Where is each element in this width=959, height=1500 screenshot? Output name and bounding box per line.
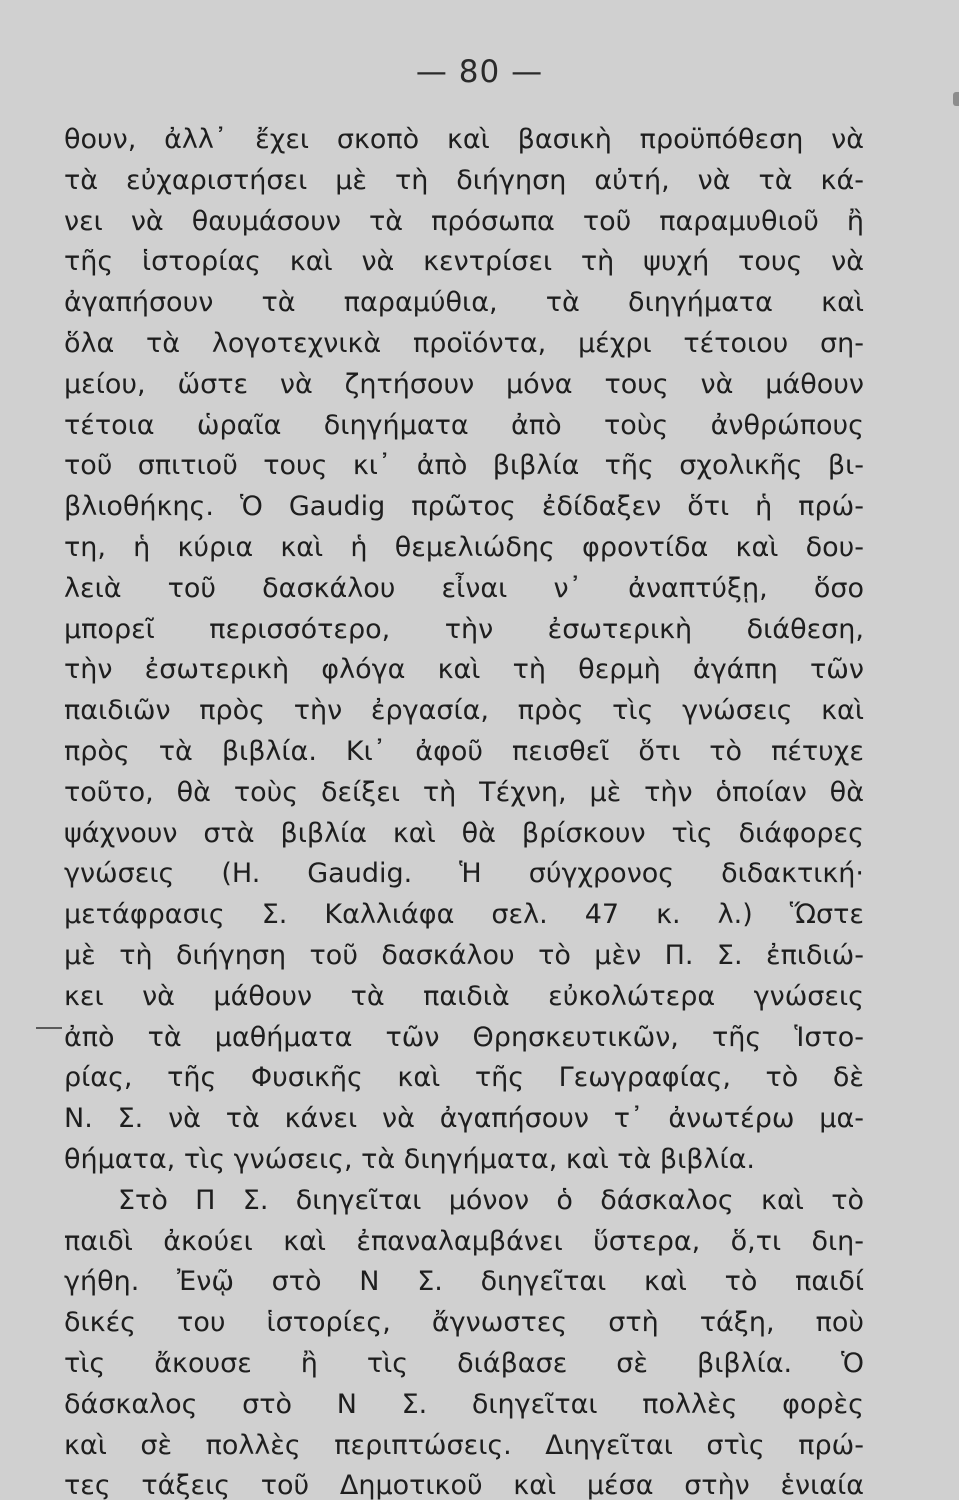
text-line: τὰ εὐχαριστήσει μὲ τὴ διήγηση αὐτή, νὰ τὰ κά- xyxy=(64,164,864,196)
text-line: ρίας, τῆς Φυσικῆς καὶ τῆς Γεωγραφίας, τὸ δὲ xyxy=(64,1062,864,1094)
text-line: βλιοθήκης. Ὁ Gaudig πρῶτος ἐδίδαξεν ὅτι ἡ πρώ- xyxy=(64,491,864,523)
text-line: Στὸ Π Σ. διηγεῖται μόνον ὁ δάσκαλος καὶ τὸ xyxy=(118,1184,864,1216)
text-line: τέτοια ὡραῖα διηγήματα ἀπὸ τοὺς ἀνθρώπους xyxy=(64,409,864,441)
text-line: ἀγαπήσουν τὰ παραμύθια, τὰ διηγήματα καὶ xyxy=(64,287,864,319)
text-line: παιδὶ ἀκούει καὶ ἐπαναλαμβάνει ὕστερα, ὅ,τι διη- xyxy=(64,1225,864,1257)
text-line: μὲ τὴ διήγηση τοῦ δασκάλου τὸ μὲν Π. Σ. ἐπιδιώ- xyxy=(64,939,864,971)
text-line: γήθη. Ἐνῷ στὸ Ν Σ. διηγεῖται καὶ τὸ παιδί xyxy=(64,1266,864,1298)
body-text xyxy=(64,120,864,1500)
text-line: παιδιῶν πρὸς τὴν ἐργασία, πρὸς τὶς γνώσεις καὶ xyxy=(64,695,864,727)
text-line: τῆς ἱστορίας καὶ νὰ κεντρίσει τὴ ψυχή τους νὰ xyxy=(64,246,864,278)
page-edge-mark xyxy=(953,92,959,106)
paragraph-1 xyxy=(64,120,864,1181)
text-line: τὴν ἐσωτερικὴ φλόγα καὶ τὴ θερμὴ ἀγάπη τῶν xyxy=(64,654,864,686)
text-line: τοῦ σπιτιοῦ τους κι᾽ ἀπὸ βιβλία τῆς σχολικῆς βι- xyxy=(64,450,864,482)
text-line: ψάχνουν στὰ βιβλία καὶ θὰ βρίσκουν τὶς διάφορες xyxy=(64,817,864,849)
margin-dash-mark xyxy=(36,1027,62,1029)
text-line: τες τάξεις τοῦ Δημοτικοῦ καὶ μέσα στὴν ἑνιαία xyxy=(64,1470,864,1500)
text-line: δικές του ἱστορίες, ἄγνωστες στὴ τάξη, ποὺ xyxy=(64,1307,864,1339)
text-line: δάσκαλος στὸ Ν Σ. διηγεῖται πολλὲς φορὲς xyxy=(64,1388,864,1420)
text-line: τη, ἡ κύρια καὶ ἡ θεμελιώδης φροντίδα καὶ δου- xyxy=(64,531,864,563)
text-line: τοῦτο, θὰ τοὺς δείξει τὴ Τέχνη, μὲ τὴν ὁποίαν θὰ xyxy=(64,776,864,808)
text-line: ἀπὸ τὰ μαθήματα τῶν Θρησκευτικῶν, τῆς Ἱστο- xyxy=(64,1021,864,1053)
page-number: — 80 — xyxy=(415,54,544,90)
text-line: πρὸς τὰ βιβλία. Κι᾽ ἀφοῦ πεισθεῖ ὅτι τὸ πέτυχε xyxy=(64,735,864,767)
text-line: νει νὰ θαυμάσουν τὰ πρόσωπα τοῦ παραμυθιοῦ ἢ xyxy=(64,205,864,237)
text-line: μείου, ὥστε νὰ ζητήσουν μόνα τους νὰ μάθουν xyxy=(64,368,864,400)
paragraph-2 xyxy=(64,1181,864,1500)
text-line: γνώσεις (H. Gaudig. Ἡ σύγχρονος διδακτική· xyxy=(64,858,864,890)
text-line: θουν, ἀλλ᾽ ἔχει σκοπὸ καὶ βασικὴ προϋπόθεση νὰ xyxy=(64,124,864,155)
text-line: θήματα, τὶς γνώσεις, τὰ διηγήματα, καὶ τὰ βιβλία. xyxy=(64,1143,756,1175)
text-line: ὅλα τὰ λογοτεχνικὰ προϊόντα, μέχρι τέτοιου ση- xyxy=(64,327,864,359)
text-line: κει νὰ μάθουν τὰ παιδιὰ εὐκολώτερα γνώσεις xyxy=(64,980,864,1012)
text-line: μετάφρασις Σ. Καλλιάφα σελ. 47 κ. λ.) Ὥστε xyxy=(64,899,864,931)
text-line: μπορεῖ περισσότερο, τὴν ἐσωτερικὴ διάθεση, xyxy=(64,613,864,645)
text-line: Ν. Σ. νὰ τὰ κάνει νὰ ἀγαπήσουν τ᾽ ἀνωτέρω μα- xyxy=(64,1103,864,1135)
text-line: καὶ σὲ πολλὲς περιπτώσεις. Διηγεῖται στὶς πρώ- xyxy=(64,1429,864,1461)
text-line: λειὰ τοῦ δασκάλου εἶναι ν᾽ ἀναπτύξῃ, ὅσο xyxy=(64,572,864,604)
text-line: τὶς ἄκουσε ἢ τὶς διάβασε σὲ βιβλία. Ὁ xyxy=(64,1347,864,1379)
